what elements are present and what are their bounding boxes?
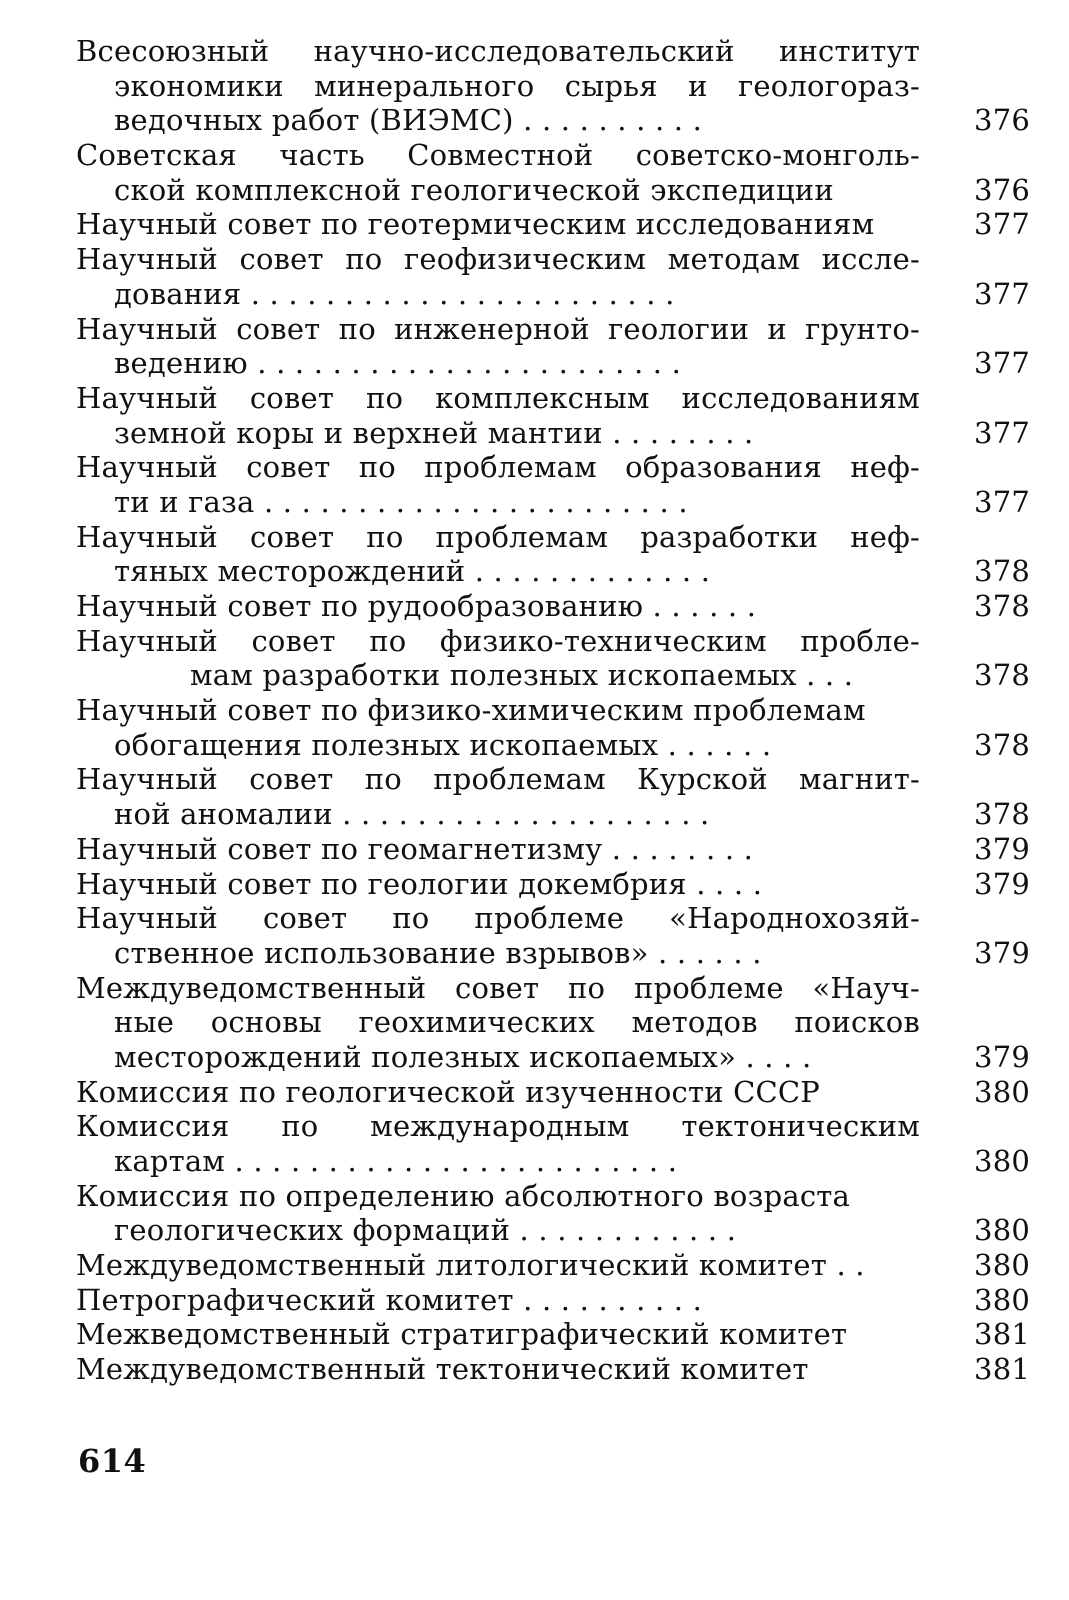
toc-entry-line — [76, 69, 1036, 104]
toc-entry-page: 377 — [974, 415, 1030, 450]
toc-entry-page: 379 — [974, 935, 1030, 970]
toc-entry-line — [76, 1005, 1036, 1040]
toc-entry-text: Междуведомственный совет по проблеме «Науч- — [76, 970, 920, 1005]
toc-entry-text: геологических формаций . . . . . . . . . . . . — [114, 1213, 737, 1248]
toc-entry-text: Междуведомственный литологический комитет . . — [76, 1248, 865, 1283]
toc-entry-text: ведению . . . . . . . . . . . . . . . . . . . . . . . — [114, 346, 682, 381]
toc-entry — [76, 1352, 1036, 1387]
toc-entry-text: Научный совет по физико-техническим пробле- — [76, 623, 920, 658]
toc-entry-line — [76, 658, 1036, 693]
toc-entry-line — [76, 1283, 1036, 1318]
toc-entry-text: Научный совет по геомагнетизму . . . . . . . . — [76, 831, 754, 866]
toc-entry-text: Советская часть Совместной советско-монголь- — [76, 138, 920, 173]
toc-entry-line — [76, 520, 1036, 555]
toc-entry-line — [76, 1317, 1036, 1352]
toc-entry-text: Комиссия по международным тектоническим — [76, 1109, 920, 1144]
toc-entry-line — [76, 1248, 1036, 1283]
toc-entry-text: Научный совет по проблеме «Народнохозяй- — [76, 901, 920, 936]
toc-entry-page: 377 — [974, 207, 1030, 242]
toc-entry-text: Научный совет по инженерной геологии и грунто- — [76, 311, 920, 346]
toc-entry-text: дования . . . . . . . . . . . . . . . . . . . . . . . — [114, 276, 675, 311]
toc-entry-text: Комиссия по геологической изученности СССР — [76, 1074, 821, 1109]
toc-entry — [76, 971, 1036, 1075]
toc-entry-line — [76, 1109, 1036, 1144]
toc-entry-line — [76, 207, 1036, 242]
toc-entry-line — [76, 832, 1036, 867]
toc-entry-page: 376 — [974, 103, 1030, 138]
toc-entry-text: ведочных работ (ВИЭМС) . . . . . . . . . . — [114, 103, 703, 138]
toc-entry-line — [76, 971, 1036, 1006]
toc-entry — [76, 1075, 1036, 1110]
page-number: 614 — [78, 1442, 147, 1480]
toc-entry-text: Всесоюзный научно-исследовательский институт — [76, 34, 920, 68]
toc-entry-line — [76, 242, 1036, 277]
toc-entry-text: Научный совет по геологии докембрия . . . . — [76, 866, 763, 901]
toc-entry-line — [76, 346, 1036, 381]
toc-entry-line — [76, 936, 1036, 971]
toc-entry-text: Петрографический комитет . . . . . . . . . . — [76, 1282, 703, 1317]
toc-entry-page: 379 — [974, 831, 1030, 866]
toc-entry-text: ской комплексной геологической экспедиции — [114, 172, 834, 207]
toc-entry-text: экономики минерального сырья и геологораз- — [114, 68, 920, 103]
toc-entry-text: Научный совет по рудообразованию . . . . . . — [76, 589, 757, 623]
toc-entry-line — [76, 797, 1036, 832]
toc-entry-text: тяных месторождений . . . . . . . . . . . . . — [114, 554, 711, 589]
toc-entry — [76, 832, 1036, 867]
toc-entry — [76, 693, 1036, 762]
toc-entry-line — [76, 1040, 1036, 1075]
toc-entry-page: 378 — [974, 658, 1030, 693]
toc-entry — [76, 34, 1036, 138]
toc-entry-page: 380 — [974, 1248, 1030, 1283]
toc-entry — [76, 1283, 1036, 1318]
toc-entry — [76, 450, 1036, 519]
toc-entry-line — [76, 138, 1036, 173]
toc-entry-text: Комиссия по определению абсолютного возраста — [76, 1178, 851, 1213]
toc-entry-text: ственное использование взрывов» . . . . . . — [114, 935, 762, 970]
toc-entry-line — [76, 624, 1036, 659]
toc-entry-text: ные основы геохимических методов поисков — [114, 1005, 920, 1040]
toc-entry-page: 378 — [974, 797, 1030, 832]
toc-entry-text: ной аномалии . . . . . . . . . . . . . . . . . . . . — [114, 797, 710, 832]
toc-entry-page: 377 — [974, 346, 1030, 381]
toc-entry — [76, 867, 1036, 902]
toc-entry-line — [76, 1213, 1036, 1248]
toc-entry-text: ти и газа . . . . . . . . . . . . . . . . . . . . . . . — [114, 484, 688, 519]
toc-entry-line — [76, 416, 1036, 451]
toc-entry-page: 377 — [974, 276, 1030, 311]
toc-entry-page: 381 — [974, 1352, 1030, 1387]
toc-entry-text: Научный совет по геофизическим методам иссле- — [76, 242, 920, 277]
toc-entry-text: Научный совет по проблемам Курской магнит- — [76, 762, 920, 797]
toc-entry-text: земной коры и верхней мантии . . . . . . . . — [114, 415, 754, 450]
toc-entry-page: 380 — [974, 1074, 1030, 1109]
toc-entry — [76, 312, 1036, 381]
toc-entry-page: 381 — [974, 1317, 1030, 1352]
toc-entry — [76, 1317, 1036, 1352]
toc-entry-page: 378 — [974, 589, 1030, 623]
toc-entry-line — [76, 1075, 1036, 1110]
toc-entry-line — [76, 1144, 1036, 1179]
toc-entry-text: картам . . . . . . . . . . . . . . . . . . . . . . . . — [114, 1144, 678, 1178]
toc-entry-line — [76, 34, 1036, 69]
toc-entry-line — [76, 173, 1036, 208]
toc-entry-text: Научный совет по проблемам образования неф- — [76, 450, 920, 485]
toc-entry-page: 380 — [974, 1144, 1030, 1178]
toc-entry — [76, 762, 1036, 831]
toc-entry-line — [76, 728, 1036, 763]
toc-entry — [76, 242, 1036, 311]
toc-entry-page: 378 — [974, 727, 1030, 762]
toc-entry-line — [76, 867, 1036, 902]
toc-entry-text: Научный совет по комплексным исследованиям — [76, 380, 920, 415]
toc-entry-line — [76, 693, 1036, 728]
toc-entry-page: 380 — [974, 1282, 1030, 1317]
toc-entry-text: Межведомственный стратиграфический комитет — [76, 1317, 848, 1352]
toc-entry — [76, 624, 1036, 693]
toc-entry-text: мам разработки полезных ископаемых . . . — [190, 658, 854, 693]
toc-entry-line — [76, 1179, 1036, 1214]
toc-entry-line — [76, 554, 1036, 589]
toc-entry-text: обогащения полезных ископаемых . . . . . . — [114, 727, 772, 762]
toc-entry-line — [76, 381, 1036, 416]
toc-entry — [76, 381, 1036, 450]
toc-entry-page: 376 — [974, 172, 1030, 207]
toc-entry-text: Научный совет по геотермическим исследованиям — [76, 207, 875, 242]
toc-entry-text: месторождений полезных ископаемых» . . . . — [114, 1039, 812, 1074]
toc-entry — [76, 138, 1036, 207]
toc-entry-line — [76, 589, 1036, 624]
table-of-contents — [76, 34, 1036, 1387]
toc-entry-line — [76, 901, 1036, 936]
toc-entry-page: 378 — [974, 554, 1030, 589]
toc-entry-line — [76, 103, 1036, 138]
toc-entry-line — [76, 485, 1036, 520]
toc-entry-line — [76, 312, 1036, 347]
toc-entry — [76, 901, 1036, 970]
toc-entry — [76, 589, 1036, 624]
toc-entry-page: 377 — [974, 484, 1030, 519]
toc-entry-line — [76, 450, 1036, 485]
toc-entry — [76, 207, 1036, 242]
toc-entry-page: 379 — [974, 866, 1030, 901]
toc-entry-page: 380 — [974, 1213, 1030, 1248]
toc-entry-line — [76, 1352, 1036, 1387]
toc-entry — [76, 520, 1036, 589]
toc-entry-text: Междуведомственный тектонический комитет — [76, 1352, 809, 1387]
toc-entry-text: Научный совет по проблемам разработки неф- — [76, 519, 920, 554]
toc-entry-line — [76, 277, 1036, 312]
toc-entry-line — [76, 762, 1036, 797]
toc-entry-page: 379 — [974, 1039, 1030, 1074]
toc-entry-text: Научный совет по физико-химическим проблемам — [76, 693, 866, 728]
toc-entry — [76, 1179, 1036, 1248]
toc-entry — [76, 1248, 1036, 1283]
toc-entry — [76, 1109, 1036, 1178]
